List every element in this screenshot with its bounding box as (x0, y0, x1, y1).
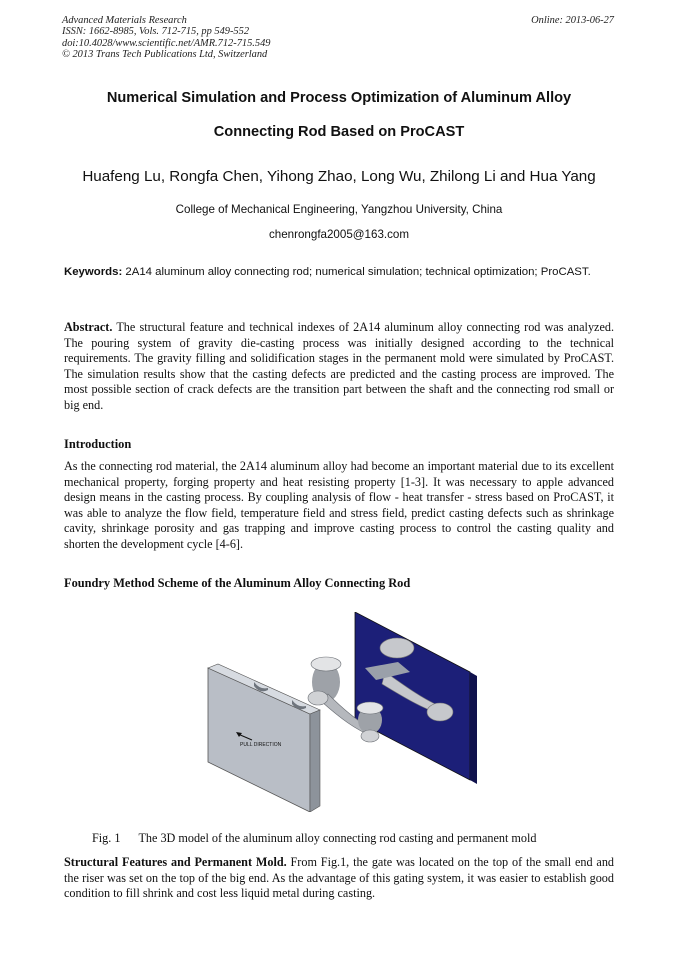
pull-direction-label: PULL DIRECTION (240, 742, 282, 748)
journal-name: Advanced Materials Research (62, 15, 187, 26)
doi-line: doi:10.4028/www.scientific.net/AMR.712-715.549 (62, 37, 271, 49)
right-mold-side (470, 672, 477, 784)
big-end-cavity (380, 638, 414, 658)
small-end-ring (361, 730, 379, 742)
small-end-riser-top (357, 702, 383, 714)
issn-line: ISSN: 1662-8985, Vols. 712-715, pp 549-552 (62, 26, 250, 38)
journal-header (62, 15, 270, 61)
keywords-block (64, 264, 614, 280)
paper-title-line-1: Numerical Simulation and Process Optimization of Aluminum Alloy (106, 90, 572, 106)
structural-features-block (64, 855, 614, 902)
introduction-heading: Introduction (64, 437, 132, 451)
small-end-cavity (427, 703, 453, 721)
left-mold-side (310, 710, 320, 812)
affiliation: College of Mechanical Engineering, Yangzhou University, China (175, 203, 503, 216)
introduction-text: As the connecting rod material, the 2A14 aluminum alloy had become an important material due to its excellent mechanical property, forging property and heat resisting property [1-3]. It was necessary to apple advanced design means in the casting process. By coupling analysis of flow - heat transfer - stress based on ProCAST, it was able to analyze the flow field, temperature field and stress field, predict casting defects such as shrinkage cavity, shrinkage porosity and gas trapping and improve casting process to control the casting quality and shorten the development cycle [4-6]. (64, 459, 614, 551)
author-list: Huafeng Lu, Rongfa Chen, Yihong Zhao, Long Wu, Zhilong Li and Hua Yang (82, 168, 596, 185)
figure-1-caption (92, 831, 536, 846)
copyright-line: © 2013 Trans Tech Publications Ltd, Switzerland (62, 49, 268, 61)
figure-1-mold-model (200, 612, 480, 812)
figure-caption-text: The 3D model of the aluminum alloy connecting rod casting and permanent mold (138, 831, 537, 845)
abstract-text: The structural feature and technical indexes of 2A14 aluminum alloy connecting rod was analyzed. The pouring system of gravity die-casting process was initially designed according to the technical requirements. The gravity filling and solidification stages in the permanent mold were simulated by ProCAST. The simulation results show that the casting defects are predicted and the casting process are improved. The most possible section of crack defects are the transition part between the shaft and the connecting rod small or big end. (64, 320, 614, 412)
structural-features-label: Structural Features and Permanent Mold. (64, 855, 287, 869)
keywords-text: 2A14 aluminum alloy connecting rod; numerical simulation; technical optimization; ProCAST. (125, 266, 591, 278)
big-end-ring (308, 691, 328, 705)
online-date: Online: 2013-06-27 (531, 15, 614, 26)
abstract-block (64, 320, 614, 413)
contact-email: chenrongfa2005@163.com (268, 228, 410, 241)
big-end-riser-top (311, 657, 341, 671)
structural-features-text: From Fig.1, the gate was located on the top of the small end and the riser was set on the top of the big end. As the advantage of this gating system, it was easier to establish good condition to fill shrink and cost less liquid metal during casting. (64, 855, 615, 900)
foundry-heading: Foundry Method Scheme of the Aluminum Alloy Connecting Rod (64, 576, 411, 590)
paper-title-line-2: Connecting Rod Based on ProCAST (213, 124, 465, 140)
figure-caption-label: Fig. 1 (92, 831, 121, 845)
abstract-label: Abstract. (64, 320, 113, 334)
keywords-label: Keywords: (64, 266, 123, 278)
